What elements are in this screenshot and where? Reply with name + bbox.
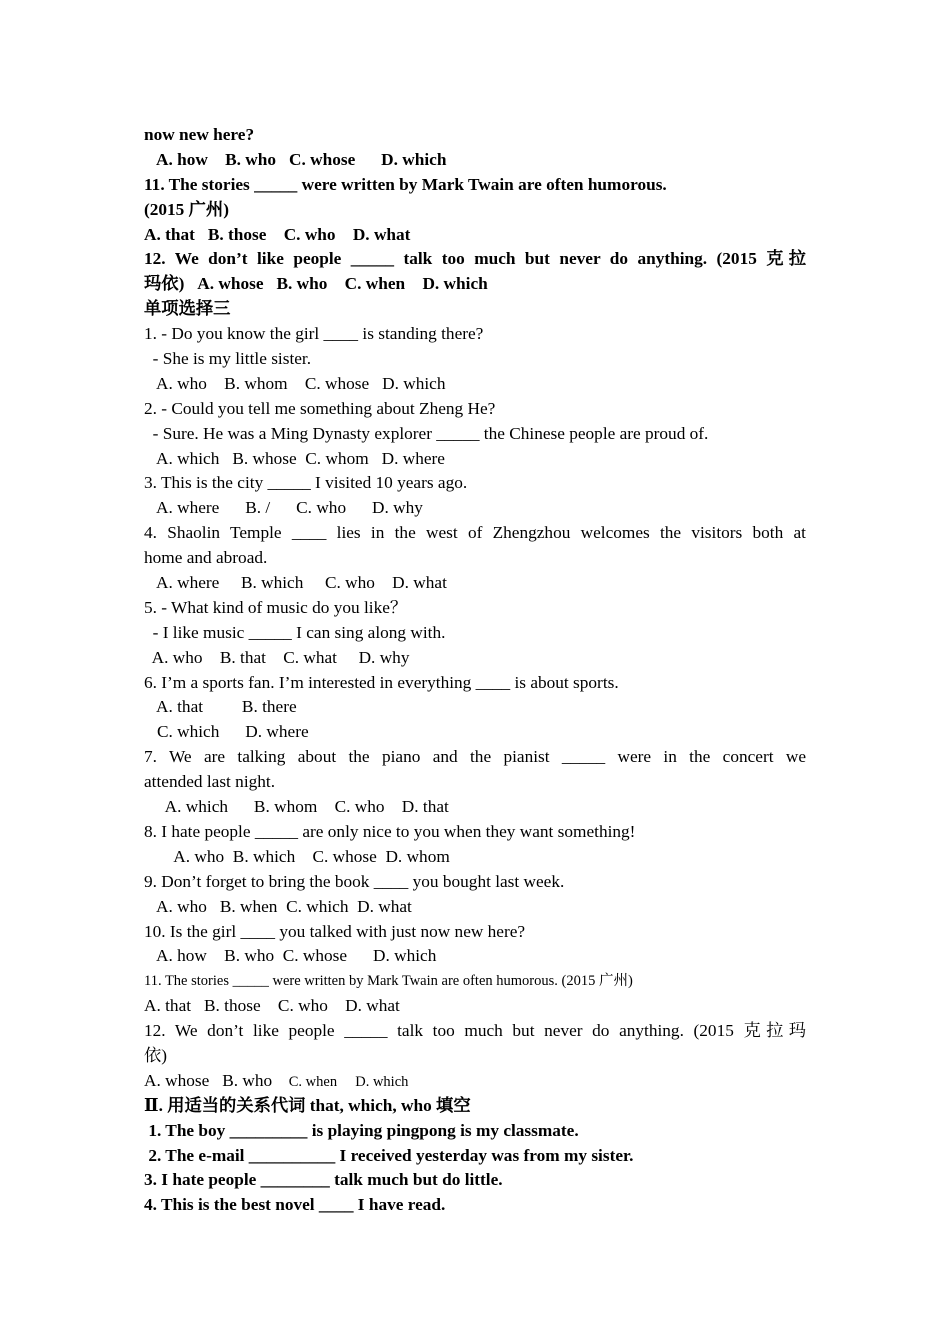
answer-line: - I like music _____ I can sing along with. [144, 622, 446, 642]
question-1: 1. - Do you know the girl ____ is standing there? [144, 324, 484, 344]
question-5: 5. - What kind of music do you like？ [144, 597, 408, 617]
options-line: A. how B. who C. whose D. which [144, 946, 437, 966]
section-heading: 单项选择三 [144, 299, 231, 319]
options-line: A. how B. who C. whose D. which [144, 149, 447, 169]
fill-sentence-4: 4. This is the best novel ____ I have read. [144, 1195, 446, 1215]
section-heading: Ⅱ. 用适当的关系代词 that, which, who 填空 [144, 1095, 471, 1115]
question-3: 3. This is the city _____ I visited 10 years ago. [144, 473, 468, 493]
options-line: 玛依) A. whose B. who C. when D. which [144, 274, 488, 294]
options-line: A. which B. whose C. whom D. where [144, 448, 445, 468]
question-6: 6. I’m a sports fan. I’m interested in everything ____ is about sports. [144, 672, 619, 692]
options-line: A. that B. there [144, 697, 297, 717]
options-line: A. who B. that C. what D. why [144, 647, 410, 667]
fill-sentence-1: 1. The boy _________ is playing pingpong is my classmate. [144, 1120, 579, 1140]
question-7: 7. We are talking about the piano and the pianist _____ were in the concert we [144, 747, 806, 767]
question-12: 12. We don’t like people _____ talk too much but never do anything. (2015 克拉玛 [144, 1021, 806, 1041]
question-9: 9. Don’t forget to bring the book ____ you bought last week. [144, 871, 565, 891]
options-line: A. that B. those C. who D. what [144, 224, 411, 244]
source-note: (2015 广州) [144, 199, 229, 219]
question-8: 8. I hate people _____ are only nice to you when they want something! [144, 821, 636, 841]
question-4: 4. Shaolin Temple ____ lies in the west of Zhengzhou welcomes the visitors both at [144, 523, 806, 543]
text-line: now new here? [144, 125, 255, 144]
options-line: A. where B. which C. who D. what [144, 573, 447, 593]
question-7-cont: attended last night. [144, 772, 276, 792]
options-part: C. when D. which [285, 1073, 409, 1090]
question-12: 12. We don’t like people _____ talk too much but never do anything. (2015 克拉 [144, 249, 806, 269]
question-11: 11. The stories _____ were written by Mark Twain are often humorous. [144, 174, 667, 194]
options-line: A. who B. whom C. whose D. which [144, 373, 446, 393]
question-2: 2. - Could you tell me something about Zheng He? [144, 398, 496, 418]
options-line: A. who B. which C. whose D. whom [144, 846, 450, 866]
answer-line: - Sure. He was a Ming Dynasty explorer _____ the Chinese people are proud of. [144, 423, 709, 443]
answer-line: - She is my little sister. [144, 349, 312, 369]
options-line: C. which D. where [144, 722, 309, 742]
document-page [144, 123, 806, 1218]
options-line: A. where B. / C. who D. why [144, 498, 423, 518]
question-10: 10. Is the girl ____ you talked with just now new here? [144, 921, 526, 941]
options-line [144, 1069, 806, 1094]
fill-sentence-3: 3. I hate people ________ talk much but do little. [144, 1170, 503, 1190]
fill-sentence-2: 2. The e-mail __________ I received yesterday was from my sister. [144, 1145, 634, 1165]
options-line: A. who B. when C. which D. what [144, 896, 412, 916]
options-part: A. whose B. who [144, 1070, 286, 1090]
question-12-cont: 依) [144, 1045, 168, 1065]
options-line: A. which B. whom C. who D. that [144, 797, 449, 817]
options-line: A. that B. those C. who D. what [144, 996, 400, 1016]
question-11: 11. The stories _____ were written by Mark Twain are often humorous. (2015 广州) [144, 973, 633, 990]
question-4-cont: home and abroad. [144, 548, 268, 568]
